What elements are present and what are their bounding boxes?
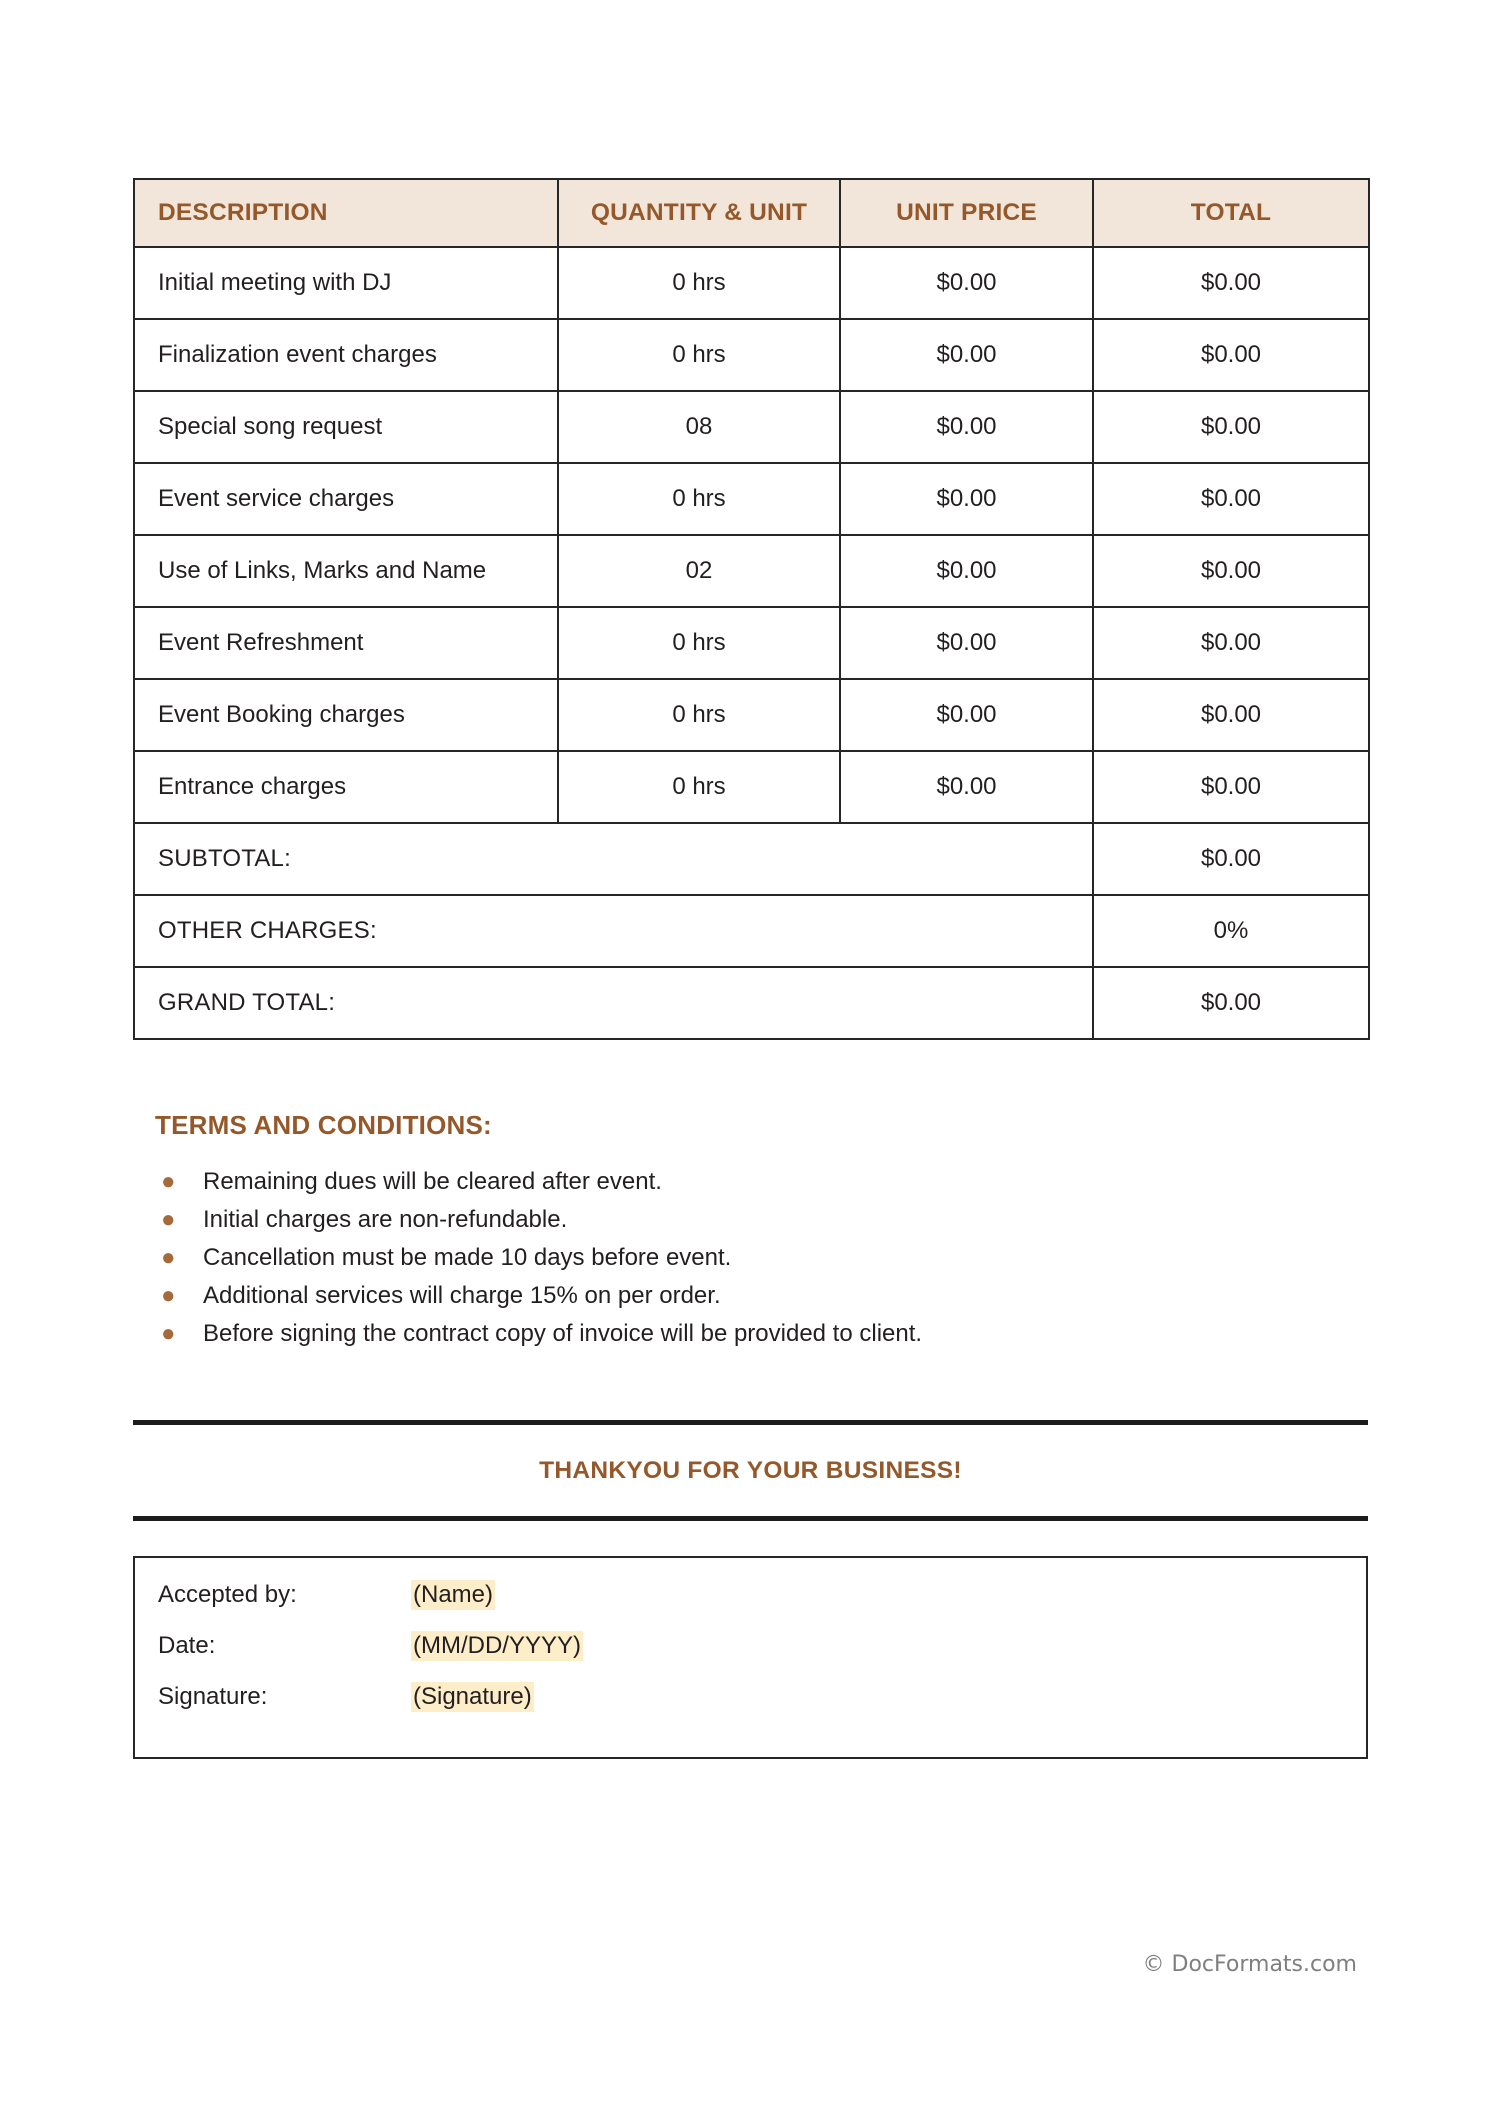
bullet-icon: ● bbox=[161, 1244, 176, 1271]
terms-and-conditions-section bbox=[155, 1110, 1305, 1353]
cell-unit-price: $0.00 bbox=[840, 751, 1093, 823]
cell-total: $0.00 bbox=[1093, 679, 1369, 751]
divider-bottom bbox=[133, 1516, 1368, 1521]
subtotal-label: SUBTOTAL: bbox=[134, 823, 1093, 895]
cell-total: $0.00 bbox=[1093, 463, 1369, 535]
terms-list bbox=[155, 1163, 1305, 1353]
bullet-icon: ● bbox=[161, 1320, 176, 1347]
terms-title: TERMS AND CONDITIONS: bbox=[155, 1110, 492, 1140]
cell-unit-price: $0.00 bbox=[840, 607, 1093, 679]
cell-unit-price: $0.00 bbox=[840, 535, 1093, 607]
table-row bbox=[134, 751, 1369, 823]
cell-unit-price: $0.00 bbox=[840, 463, 1093, 535]
date-field[interactable]: (MM/DD/YYYY) bbox=[413, 1632, 581, 1659]
cell-quantity: 0 hrs bbox=[558, 463, 840, 535]
cell-description: Entrance charges bbox=[134, 751, 558, 823]
grand-total-value: $0.00 bbox=[1093, 967, 1369, 1039]
accepted-by-row bbox=[135, 1580, 1366, 1631]
list-item-text: Additional services will charge 15% on per order. bbox=[203, 1282, 721, 1309]
cell-total: $0.00 bbox=[1093, 319, 1369, 391]
acceptance-signature-box bbox=[133, 1556, 1368, 1759]
cell-unit-price: $0.00 bbox=[840, 247, 1093, 319]
accepted-by-label: Accepted by: bbox=[158, 1581, 297, 1608]
column-header-unit-price: UNIT PRICE bbox=[840, 179, 1093, 247]
table-row bbox=[134, 319, 1369, 391]
column-header-total: TOTAL bbox=[1093, 179, 1369, 247]
cell-quantity: 0 hrs bbox=[558, 247, 840, 319]
cell-total: $0.00 bbox=[1093, 247, 1369, 319]
list-item-text: Initial charges are non-refundable. bbox=[203, 1206, 568, 1233]
other-charges-row bbox=[134, 895, 1369, 967]
invoice-items-table bbox=[133, 178, 1370, 1040]
list-item bbox=[155, 1277, 1305, 1315]
column-header-quantity: QUANTITY & UNIT bbox=[558, 179, 840, 247]
column-header-description: DESCRIPTION bbox=[134, 179, 558, 247]
cell-quantity: 08 bbox=[558, 391, 840, 463]
cell-total: $0.00 bbox=[1093, 391, 1369, 463]
cell-description: Event Refreshment bbox=[134, 607, 558, 679]
date-label: Date: bbox=[158, 1632, 216, 1659]
bullet-icon: ● bbox=[161, 1168, 176, 1195]
list-item bbox=[155, 1239, 1305, 1277]
list-item-text: Before signing the contract copy of invoice will be provided to client. bbox=[203, 1320, 923, 1347]
subtotal-row bbox=[134, 823, 1369, 895]
cell-total: $0.00 bbox=[1093, 751, 1369, 823]
cell-description: Initial meeting with DJ bbox=[134, 247, 558, 319]
table-row bbox=[134, 535, 1369, 607]
other-charges-label: OTHER CHARGES: bbox=[134, 895, 1093, 967]
date-row bbox=[135, 1631, 1366, 1682]
cell-unit-price: $0.00 bbox=[840, 319, 1093, 391]
thankyou-banner bbox=[133, 1420, 1368, 1521]
cell-total: $0.00 bbox=[1093, 607, 1369, 679]
cell-quantity: 0 hrs bbox=[558, 607, 840, 679]
cell-description: Special song request bbox=[134, 391, 558, 463]
grand-total-label: GRAND TOTAL: bbox=[134, 967, 1093, 1039]
cell-unit-price: $0.00 bbox=[840, 679, 1093, 751]
grand-total-row bbox=[134, 967, 1369, 1039]
table-row bbox=[134, 607, 1369, 679]
cell-quantity: 02 bbox=[558, 535, 840, 607]
signature-row bbox=[135, 1682, 1366, 1733]
cell-quantity: 0 hrs bbox=[558, 319, 840, 391]
list-item bbox=[155, 1315, 1305, 1353]
table-header-row bbox=[134, 179, 1369, 247]
cell-quantity: 0 hrs bbox=[558, 751, 840, 823]
cell-total: $0.00 bbox=[1093, 535, 1369, 607]
accepted-by-field[interactable]: (Name) bbox=[413, 1581, 494, 1608]
bullet-icon: ● bbox=[161, 1206, 176, 1233]
table-row bbox=[134, 391, 1369, 463]
footer-credit: © DocFormats.com bbox=[1142, 1952, 1357, 1977]
table-body bbox=[134, 247, 1369, 1039]
table-row bbox=[134, 247, 1369, 319]
subtotal-value: $0.00 bbox=[1093, 823, 1369, 895]
list-item-text: Cancellation must be made 10 days before event. bbox=[203, 1244, 732, 1271]
table-header bbox=[134, 179, 1369, 247]
cell-description: Event service charges bbox=[134, 463, 558, 535]
cell-description: Finalization event charges bbox=[134, 319, 558, 391]
cell-quantity: 0 hrs bbox=[558, 679, 840, 751]
cell-description: Event Booking charges bbox=[134, 679, 558, 751]
table-row bbox=[134, 679, 1369, 751]
signature-field[interactable]: (Signature) bbox=[413, 1683, 532, 1710]
table-row bbox=[134, 463, 1369, 535]
list-item bbox=[155, 1201, 1305, 1239]
signature-label: Signature: bbox=[158, 1683, 268, 1710]
cell-unit-price: $0.00 bbox=[840, 391, 1093, 463]
list-item-text: Remaining dues will be cleared after event. bbox=[203, 1168, 662, 1195]
list-item bbox=[155, 1163, 1305, 1201]
other-charges-value: 0% bbox=[1093, 895, 1369, 967]
thankyou-text: THANKYOU FOR YOUR BUSINESS! bbox=[539, 1457, 962, 1484]
bullet-icon: ● bbox=[161, 1282, 176, 1309]
cell-description: Use of Links, Marks and Name bbox=[134, 535, 558, 607]
